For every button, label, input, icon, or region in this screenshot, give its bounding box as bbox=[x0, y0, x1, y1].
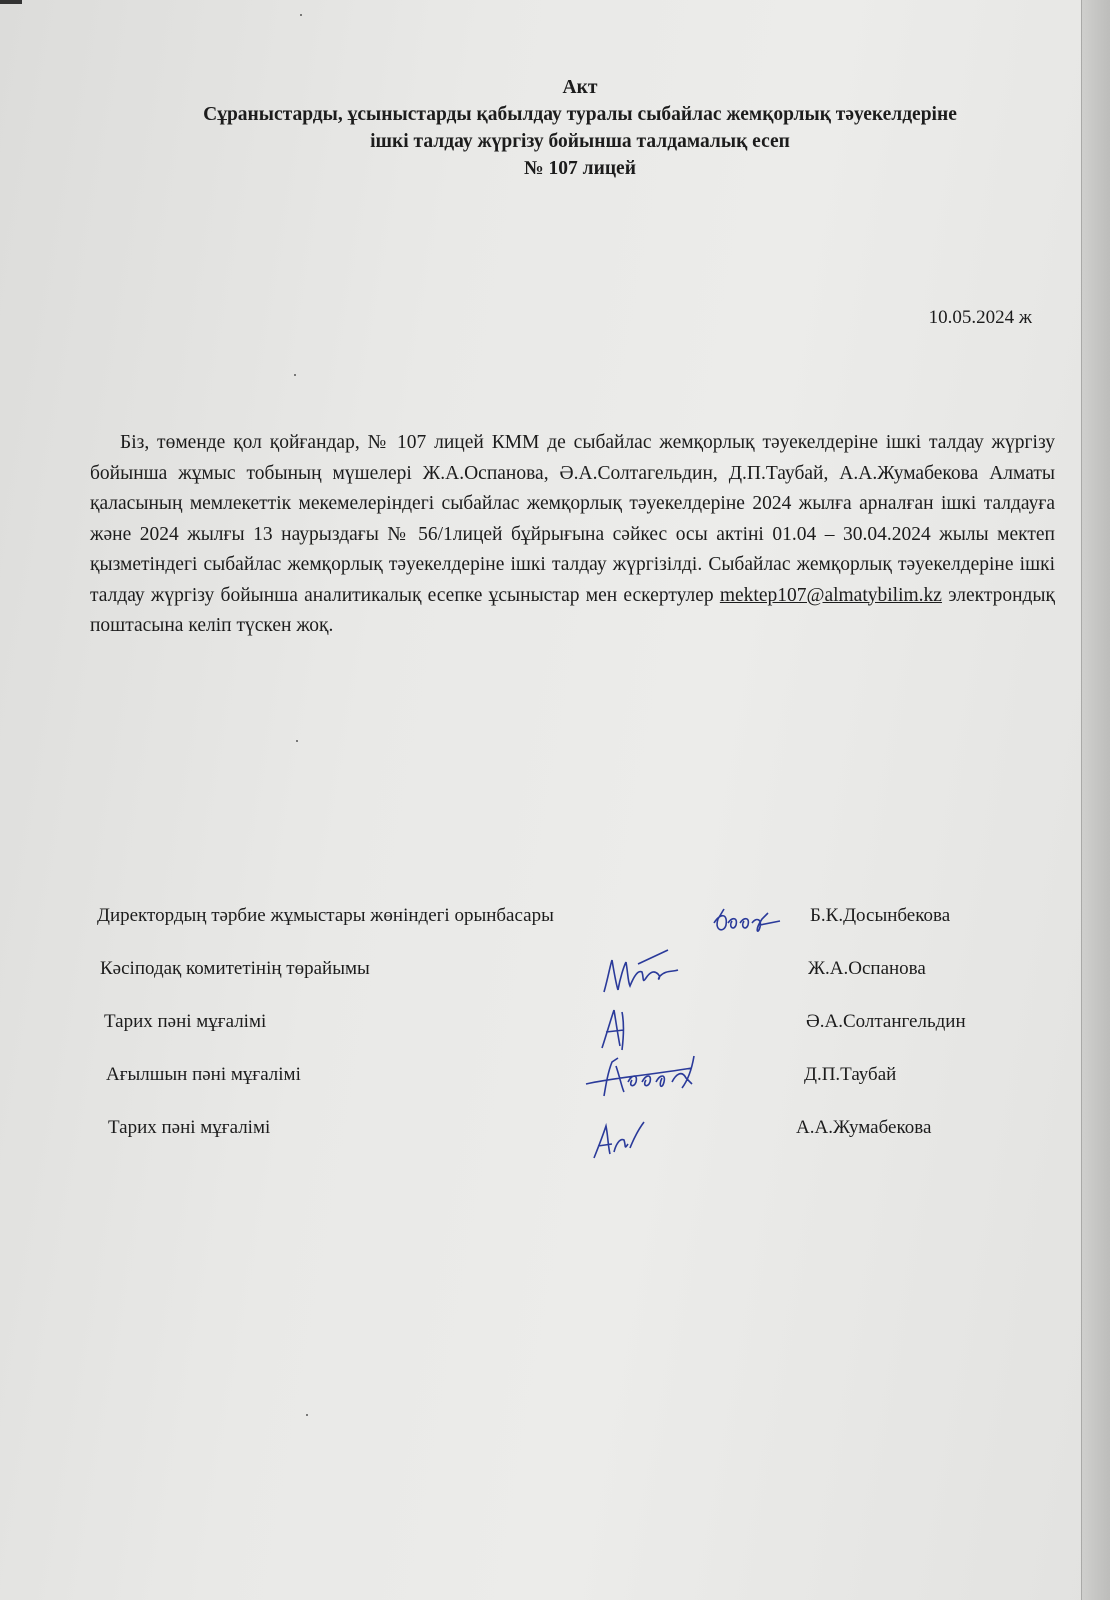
document-header bbox=[60, 74, 1100, 182]
paper-speck bbox=[300, 14, 302, 16]
signatory-role: Тарих пәні мұғалімі bbox=[104, 1011, 267, 1032]
body-text-start: Біз, төменде қол қойғандар, № 107 лицей КММ де сыбайлас жемқорлық тәуекелдеріне ішкі талдау жүргізу бойынша жұмыс тобының мүшелері Ж.А.Оспанова, Ә.А.Солтагельдин, Д.П.Таубай, А.А.Жумабекова Алматы қаласының мемлекеттік мекемелеріндегі сыбайлас жемқорлық тәуекелдеріне 2024 жылға арналған ішкі талдауға және 2024 жылғы 13 наурыздағы № 56/1лицей бұйрығына сәйкес осы актіні 01.04 – 30.04.2024 жылы мектеп қызметіндегі сыбайлас жемқорлық тәуекелдеріне ішкі талдау жүргізілді. Сыбайлас жемқорлық тәуекелдеріне ішкі талдау жүргізу бойынша аналитикалық есепке ұсыныстар мен ескертулер bbox=[90, 432, 1055, 606]
signature-image bbox=[598, 948, 688, 1006]
signatory-name: Ә.А.Солтангельдин bbox=[806, 1011, 966, 1032]
signatory-role: Кәсіподақ комитетінің төрайымы bbox=[100, 958, 370, 979]
signatory-role: Тарих пәні мұғалімі bbox=[108, 1117, 271, 1138]
corner-mark bbox=[0, 0, 22, 4]
email-link[interactable]: mektep107@almatybilim.kz bbox=[719, 584, 942, 606]
body-text-end: электрондық поштасына келіп түскен жоқ. bbox=[90, 584, 1056, 636]
signatory-name: Б.К.Досынбекова bbox=[810, 905, 951, 926]
organization: № 107 лицей bbox=[524, 158, 636, 179]
signature-image bbox=[590, 1118, 650, 1168]
signatory-role: Ағылшын пәні мұғалімі bbox=[106, 1064, 301, 1085]
title: Акт bbox=[562, 77, 598, 98]
signatory-role: Директордың тәрбие жұмыстары жөніндегі орынбасары bbox=[97, 905, 554, 926]
subtitle-line-2: ішкі талдау жүргізу бойынша талдамалық есеп bbox=[370, 131, 790, 152]
body-paragraph bbox=[90, 428, 1055, 642]
signatory-name: Ж.А.Оспанова bbox=[808, 958, 926, 979]
signature-image bbox=[582, 1048, 712, 1106]
signature-image bbox=[710, 905, 785, 943]
page-edge bbox=[1081, 0, 1110, 1600]
subtitle-line-1: Сұраныстарды, ұсыныстарды қабылдау туралы сыбайлас жемқорлық тәуекелдеріне bbox=[203, 104, 957, 125]
signatory-name: А.А.Жумабекова bbox=[796, 1117, 932, 1138]
signatory-name: Д.П.Таубай bbox=[804, 1064, 897, 1085]
document-date: 10.05.2024 ж bbox=[928, 307, 1032, 328]
paper-speck bbox=[306, 1414, 308, 1416]
paper-speck bbox=[294, 374, 296, 376]
paper-speck bbox=[296, 740, 298, 742]
